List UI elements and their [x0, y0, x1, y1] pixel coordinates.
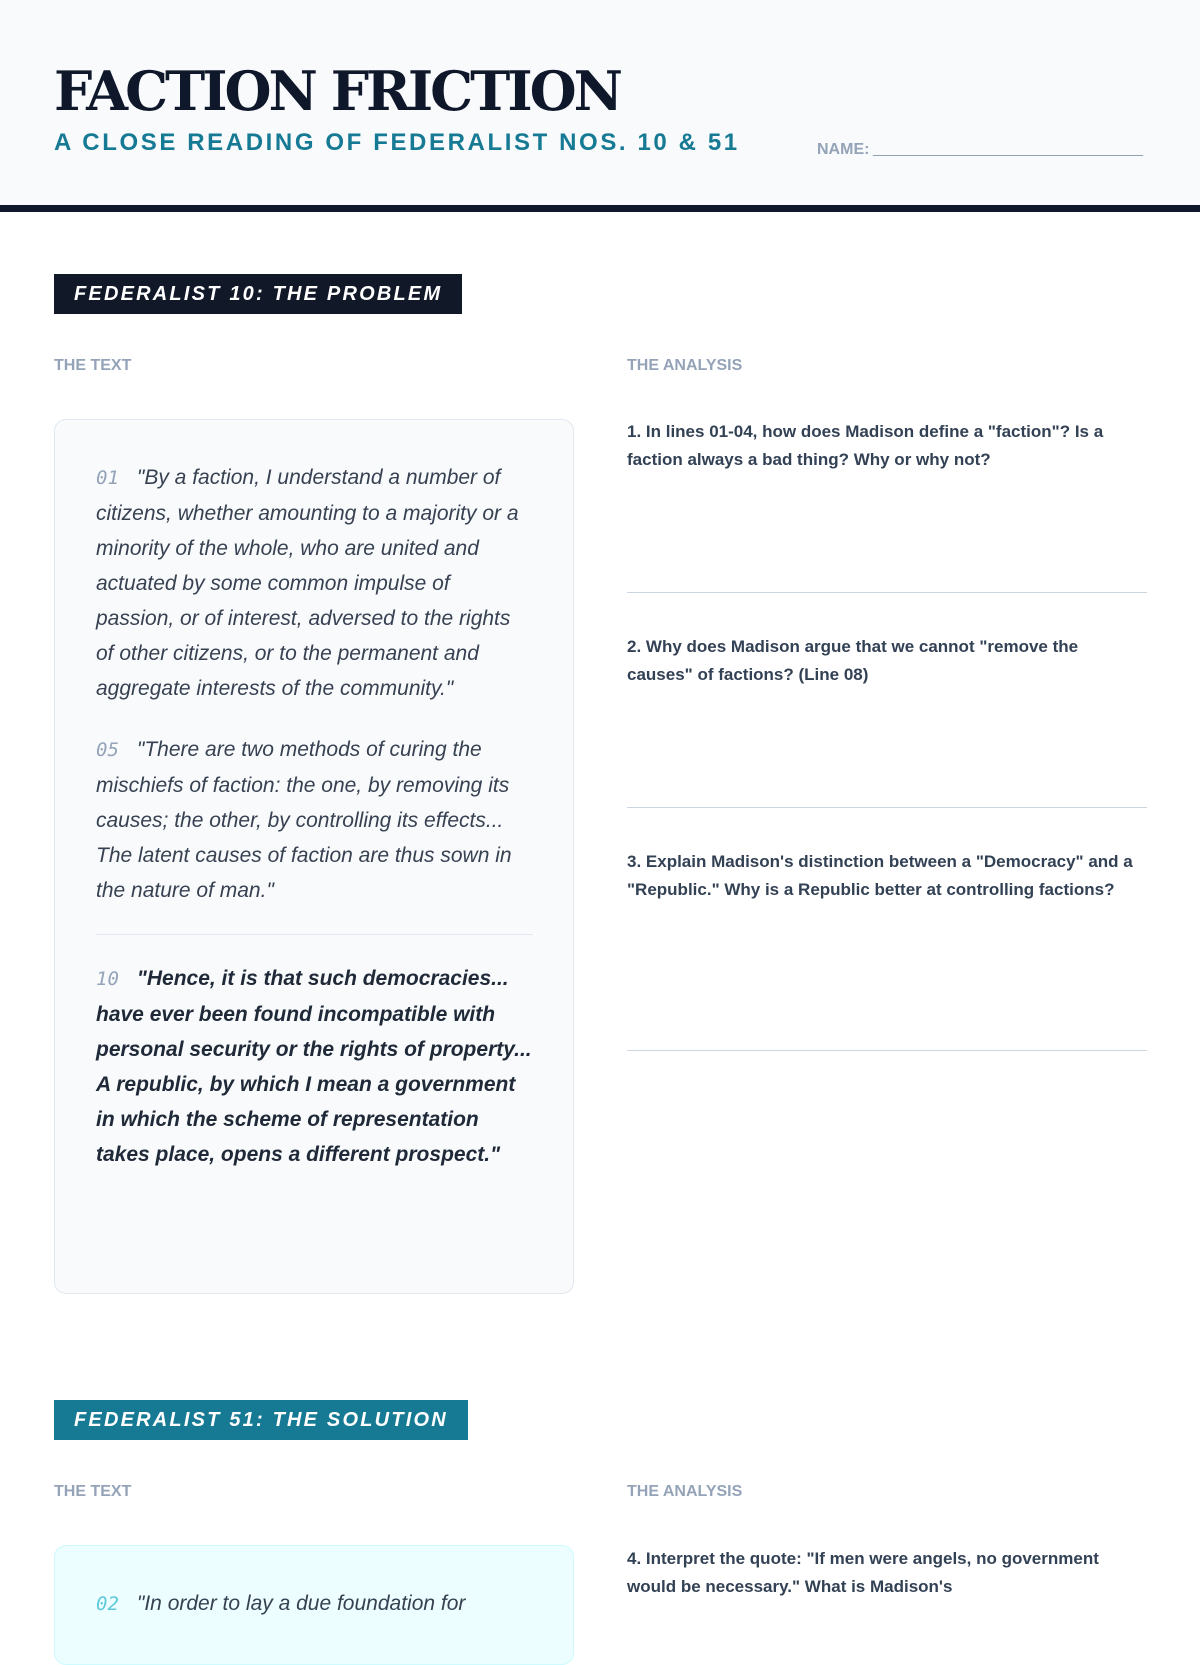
answer-line-2[interactable] [627, 807, 1147, 808]
worksheet-subtitle: A CLOSE READING OF FEDERALIST NOS. 10 & 51 [54, 129, 740, 156]
text-column-label: THE TEXT [54, 357, 132, 374]
analysis-column-label: THE ANALYSIS [627, 357, 743, 374]
question-4: 4. Interpret the quote: "If men were angels, no government would be necessary." What is Madison's [627, 1549, 1099, 1596]
name-write-line[interactable] [873, 155, 1143, 156]
passage-text: "By a faction, I understand a number of citizens, whether amounting to a majority or a minority of the whole, who are united and actuated by some common impulse of passion, or of interest, adversed to the rights of other citizens, or to the permanent and aggregate interests of the community." [96, 466, 519, 700]
passage-text: "In order to lay a due foundation for [136, 1592, 466, 1615]
text-column-label: THE TEXT [54, 1483, 132, 1500]
passage-emphasized [96, 961, 533, 1172]
question-1: 1. In lines 01-04, how does Madison define a "faction"? Is a faction always a bad thing? Why or why not? [627, 422, 1104, 469]
line-number: 10 [96, 968, 119, 990]
question-2: 2. Why does Madison argue that we cannot "remove the causes" of factions? (Line 08) [627, 637, 1079, 684]
analysis-column-label: THE ANALYSIS [627, 1483, 743, 1500]
question-3: 3. Explain Madison's distinction between a "Democracy" and a "Republic." Why is a Republic better at controlling factions? [627, 852, 1133, 899]
passage-text: "There are two methods of curing the mischiefs of faction: the one, by removing its causes; the other, by controlling its effects... The latent causes of faction are thus sown in the nature of man." [96, 738, 512, 902]
passage-divider [96, 934, 533, 935]
line-number: 02 [96, 1593, 119, 1615]
answer-line-3[interactable] [627, 1050, 1147, 1051]
section-badge-federalist-10: FEDERALIST 10: THE PROBLEM [54, 274, 462, 314]
text-excerpt-box [54, 419, 574, 1294]
worksheet-title: FACTION FRICTION [54, 59, 620, 123]
passage [96, 1586, 533, 1622]
worksheet-header [0, 0, 1200, 212]
text-excerpt-box [54, 1545, 574, 1665]
answer-line-1[interactable] [627, 592, 1147, 593]
line-number: 05 [96, 739, 119, 761]
section-badge-federalist-51: FEDERALIST 51: THE SOLUTION [54, 1400, 468, 1440]
passage [96, 460, 533, 706]
name-label: NAME: [817, 141, 870, 158]
name-field[interactable] [817, 136, 1143, 160]
passage [96, 732, 533, 908]
passage-text: "Hence, it is that such democracies... have ever been found incompatible with personal security or the rights of property... A republic, by which I mean a government in which the scheme of representation takes place, opens a different prospect." [96, 967, 532, 1166]
line-number: 01 [96, 467, 119, 489]
